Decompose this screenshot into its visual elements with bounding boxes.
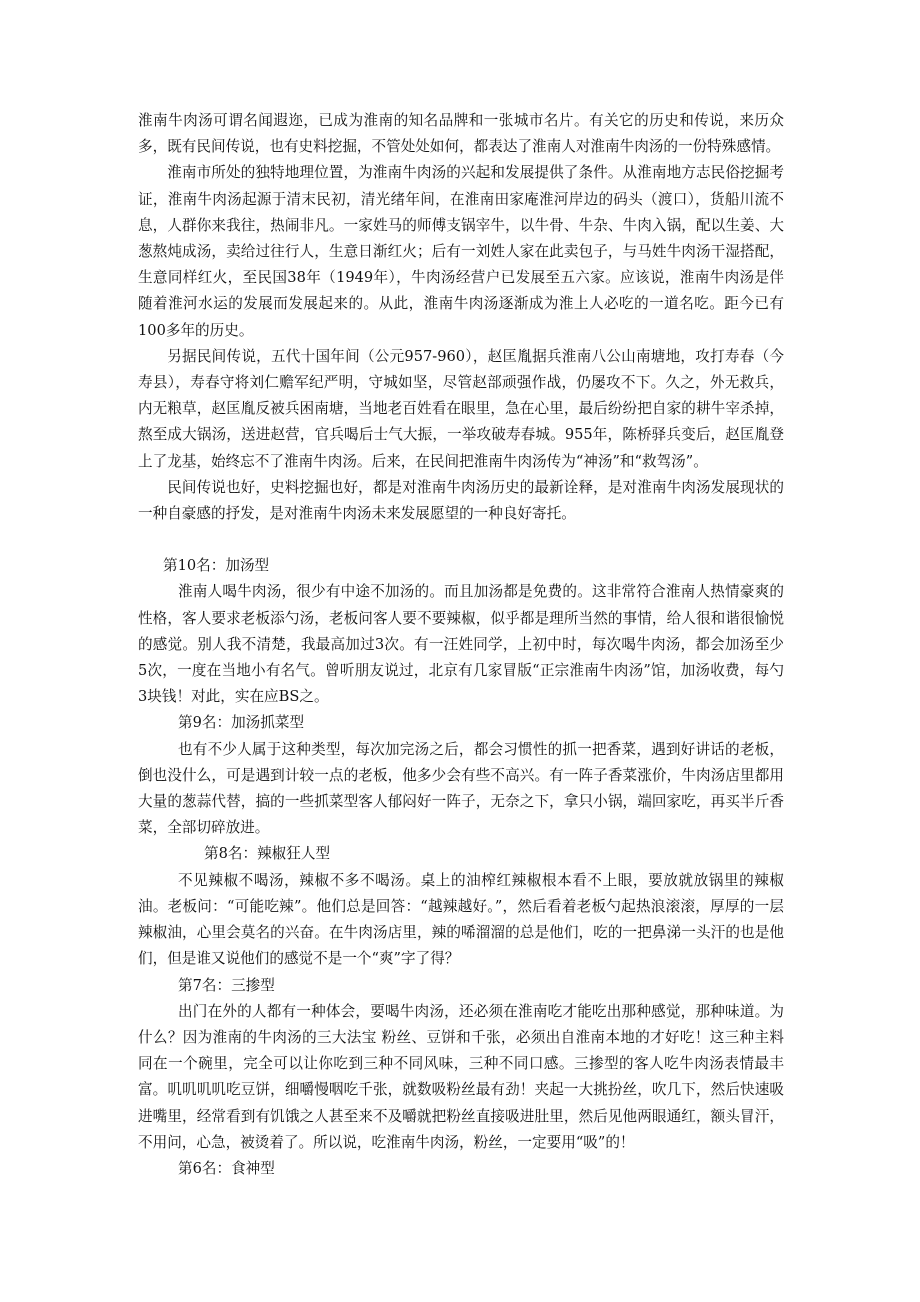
- rank-10-body: 淮南人喝牛肉汤，很少有中途不加汤的。而且加汤都是免费的。这非常符合淮南人热情豪爽的性格，客人要求老板添勺汤，老板问客人要不要辣椒，似乎都是理所当然的事情，给人很和谐很愉悦的感觉。别人我不清楚，我最高加过3次。有一汪姓同学，上初中时，每次喝牛肉汤，都会加汤至少5次，一度在当地小有名气。曾听朋友说过，北京有几家冒版“正宗淮南牛肉汤”馆，加汤收费，每勺3块钱！对此，实在应BS之。: [138, 583, 784, 706]
- rank-10-heading: 第10名：加汤型: [163, 557, 270, 575]
- intro-paragraph-3: 另据民间传说，五代十国年间（公元957-960），赵匡胤据兵淮南八公山南塘地，攻打寿春（今寿县），寿春守将刘仁赡军纪严明，守城如坚，尽管赵部顽强作战，仍屡攻不下。久之，外无救兵，内无粮草，赵匡胤反被兵困南塘，当地老百姓看在眼里，急在心里，最后纷纷把自家的耕牛宰杀掉，熬至成大锅汤，送进赵营，官兵喝后士气大振，一举攻破寿春城。955年，陈桥驿兵变后，赵匡胤登上了龙基，始终忘不了淮南牛肉汤。后来，在民间把淮南牛肉汤传为“神汤”和“救驾汤”。: [138, 347, 784, 470]
- rank-8-heading: 第8名：辣椒狂人型: [204, 845, 331, 863]
- rank-6-heading: 第6名：食神型: [178, 1159, 275, 1177]
- intro-paragraph-4: 民间传说也好，史料挖掘也好，都是对淮南牛肉汤历史的最新诠释，是对淮南牛肉汤发展现状的一种自豪感的抒发，是对淮南牛肉汤未来发展愿望的一种良好寄托。: [138, 478, 784, 523]
- rank-9-body: 也有不少人属于这种类型，每次加完汤之后，都会习惯性的抓一把香菜，遇到好讲话的老板，倒也没什么，可是遇到计较一点的老板，他多少会有些不高兴。有一阵子香菜涨价，牛肉汤店里都用大量的葱蒜代替，搞的一些抓菜型客人郁闷好一阵子，无奈之下，拿只小锅，端回家吃，再买半斤香菜，全部切碎放进。: [138, 740, 784, 837]
- intro-paragraph-1: 淮南牛肉汤可谓名闻遐迩，已成为淮南的知名品牌和一张城市名片。有关它的历史和传说，来历众多，既有民间传说，也有史料挖掘，不管处处如何，都表达了淮南人对淮南牛肉汤的一份特殊感情。: [138, 112, 784, 156]
- intro-paragraph-2: 淮南市所处的独特地理位置，为淮南牛肉汤的兴起和发展提供了条件。从淮南地方志民俗挖掘考证，淮南牛肉汤起源于清末民初，清光绪年间，在淮南田家庵淮河岸边的码头（渡口），货船川流不息，人群你来我往，热闹非凡。一家姓马的师傅支锅宰牛，以牛骨、牛杂、牛肉入锅，配以生姜、大葱熬炖成汤，卖给过往行人，生意日渐红火；后有一刘姓人家在此卖包子，与马姓牛肉汤干湿搭配，生意同样红火，至民国38年（1949年），牛肉汤经营户已发展至五六家。应该说，淮南牛肉汤是伴随着淮河水运的发展而发展起来的。从此，淮南牛肉汤逐渐成为淮上人必吃的一道名吃。距今已有100多年的历史。: [138, 164, 784, 339]
- rank-7-heading: 第7名：三掺型: [178, 976, 275, 994]
- document-page: [138, 108, 784, 1182]
- section-spacer: [138, 527, 784, 553]
- rank-7-body: 出门在外的人都有一种体会，要喝牛肉汤，还必须在淮南吃才能吃出那种感觉，那种味道。为什么？因为淮南的牛肉汤的三大法宝 粉丝、豆饼和千张，必须出自淮南本地的才好吃！这三种主料同在一个碗里，完全可以让你吃到三种不同风味，三种不同口感。三掺型的客人吃牛肉汤表情最丰富。叽叽叽叽吃豆饼，细嚼慢咽吃千张，就数吸粉丝最有劲！夹起一大挑扮丝，吹几下，然后快速吸进嘴里，经常看到有饥饿之人甚至来不及嚼就把粉丝直接吸进肚里，然后见他两眼通红，额头冒汗，不用问，心急，被烫着了。所以说，吃淮南牛肉汤，粉丝，一定要用“吸”的！: [138, 1002, 784, 1151]
- rank-9-heading: 第9名：加汤抓菜型: [178, 714, 305, 732]
- rank-8-body: 不见辣椒不喝汤，辣椒不多不喝汤。桌上的油榨红辣椒根本看不上眼，要放就放锅里的辣椒油。老板问：“可能吃辣”。他们总是回答：“越辣越好。”，然后看着老板勺起热浪滚滚，厚厚的一层辣椒油，心里会莫名的兴奋。在牛肉汤店里，辣的唏溜溜的总是他们，吃的一把鼻涕一头汗的也是他们，但是谁又说他们的感觉不是一个“爽”字了得？: [138, 871, 784, 968]
